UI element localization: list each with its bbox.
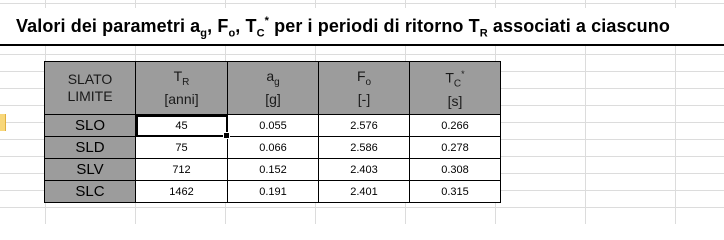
tr-cell[interactable]: 712 (136, 159, 228, 181)
ag-cell[interactable]: 0.066 (228, 137, 319, 159)
fo-cell[interactable]: 2.403 (319, 159, 410, 181)
header-ag[interactable]: $a_g$ [g] (228, 62, 319, 115)
header-fo[interactable]: $F_o$ [-] (319, 62, 410, 115)
state-cell[interactable]: SLO (45, 115, 136, 137)
state-cell[interactable]: SLD (45, 137, 136, 159)
sheet-title[interactable]: Valori dei parametri $a_g$, $F_o$, $T_C^*$ per i periodi di ritorno $T_R$ associati a ciascuno (16, 15, 670, 40)
tr-cell[interactable]: 75 (136, 137, 228, 159)
tc-cell[interactable]: 0.278 (410, 137, 501, 159)
table-header-row (45, 62, 501, 115)
tr-cell-selected[interactable]: 45 (136, 115, 228, 137)
ag-cell[interactable]: 0.191 (228, 181, 319, 203)
fo-cell[interactable]: 2.586 (319, 137, 410, 159)
header-tr[interactable]: $T_R$ [anni] (136, 62, 228, 115)
header-slato-limite[interactable]: SLATO LIMITE (45, 62, 136, 115)
header-tc[interactable]: $T_C^*$ [s] (410, 62, 501, 115)
fo-cell[interactable]: 2.576 (319, 115, 410, 137)
ag-cell[interactable]: 0.152 (228, 159, 319, 181)
state-cell[interactable]: SLC (45, 181, 136, 203)
tc-cell[interactable]: 0.315 (410, 181, 501, 203)
table-row (45, 137, 501, 159)
state-cell[interactable]: SLV (45, 159, 136, 181)
fo-cell[interactable]: 2.401 (319, 181, 410, 203)
tc-cell[interactable]: 0.308 (410, 159, 501, 181)
table-row (45, 115, 501, 137)
row-selection-marker (0, 114, 6, 131)
tc-cell[interactable]: 0.266 (410, 115, 501, 137)
tr-cell[interactable]: 1462 (136, 181, 228, 203)
table-row (45, 159, 501, 181)
table-row (45, 181, 501, 203)
fill-handle[interactable] (223, 132, 230, 139)
parameters-table (44, 61, 501, 203)
ag-cell[interactable]: 0.055 (228, 115, 319, 137)
